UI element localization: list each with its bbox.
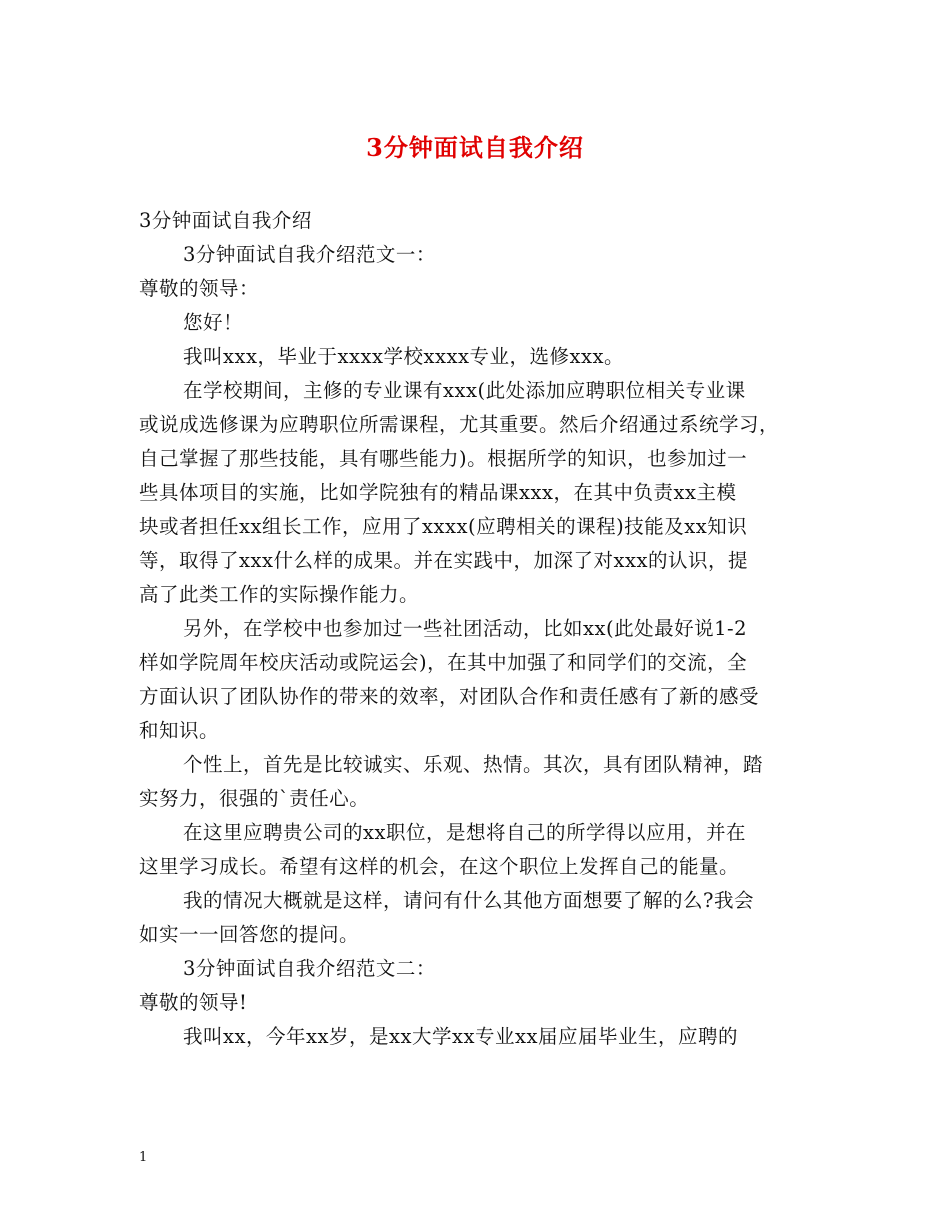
paragraph-line: 您好！ <box>183 311 244 334</box>
paragraph-line: 方面认识了团队协作的带来的效率，对团队合作和责任感有了新的感受 <box>139 685 760 708</box>
paragraph-line: 块或者担任xx组长工作，应用了xxxx(应聘相关的课程)技能及xx知识 <box>139 515 748 538</box>
paragraph-line: 3分钟面试自我介绍范文二： <box>183 957 436 980</box>
paragraph-line: 和知识。 <box>139 719 220 742</box>
paragraph-line: 自己掌握了那些技能，具有哪些能力)。根据所学的知识，也参加过一 <box>139 447 748 470</box>
paragraph-line: 些具体项目的实施，比如学院独有的精品课xxx，在其中负责xx主模 <box>139 481 737 504</box>
paragraph-line: 另外，在学校中也参加过一些社团活动，比如xx(此处最好说1-2 <box>183 617 748 640</box>
paragraph-line: 这里学习成长。希望有这样的机会，在这个职位上发挥自己的能量。 <box>139 855 740 878</box>
paragraph-line: 在这里应聘贵公司的xx职位，是想将自己的所学得以应用，并在 <box>183 821 746 844</box>
paragraph-line: 3分钟面试自我介绍范文一： <box>183 243 436 266</box>
paragraph-line: 尊敬的领导： <box>139 277 260 300</box>
paragraph-line: 我的情况大概就是这样，请问有什么其他方面想要了解的么?我会 <box>183 889 754 912</box>
paragraph-line: 尊敬的领导! <box>139 991 248 1014</box>
paragraph-line: 实努力，很强的`责任心。 <box>139 787 370 810</box>
paragraph-line: 我叫xxx，毕业于xxxx学校xxxx专业，选修xxx。 <box>183 345 624 368</box>
paragraph-line: 如实一一回答您的提问。 <box>139 923 360 946</box>
paragraph-line: 我叫xx，今年xx岁，是xx大学xx专业xx届应届毕业生，应聘的 <box>183 1025 738 1048</box>
document-body <box>139 204 815 1054</box>
paragraph-line: 在学校期间，主修的专业课有xxx(此处添加应聘职位相关专业课 <box>183 379 746 402</box>
paragraph-line: 3分钟面试自我介绍 <box>139 209 312 232</box>
document-title: 3分钟面试自我介绍 <box>366 133 584 162</box>
page-number: 1 <box>139 1150 148 1165</box>
paragraph-line: 等，取得了xxx什么样的成果。并在实践中，加深了对xxx的认识，提 <box>139 549 748 572</box>
paragraph-line: 高了此类工作的实际操作能力。 <box>139 583 420 606</box>
paragraph-line: 或说成选修课为应聘职位所需课程，尤其重要。然后介绍通过系统学习， <box>139 413 780 436</box>
paragraph-line: 样如学院周年校庆活动或院运会)，在其中加强了和同学们的交流，全 <box>139 651 748 674</box>
paragraph-line: 个性上，首先是比较诚实、乐观、热情。其次，具有团队精神，踏 <box>183 753 764 776</box>
